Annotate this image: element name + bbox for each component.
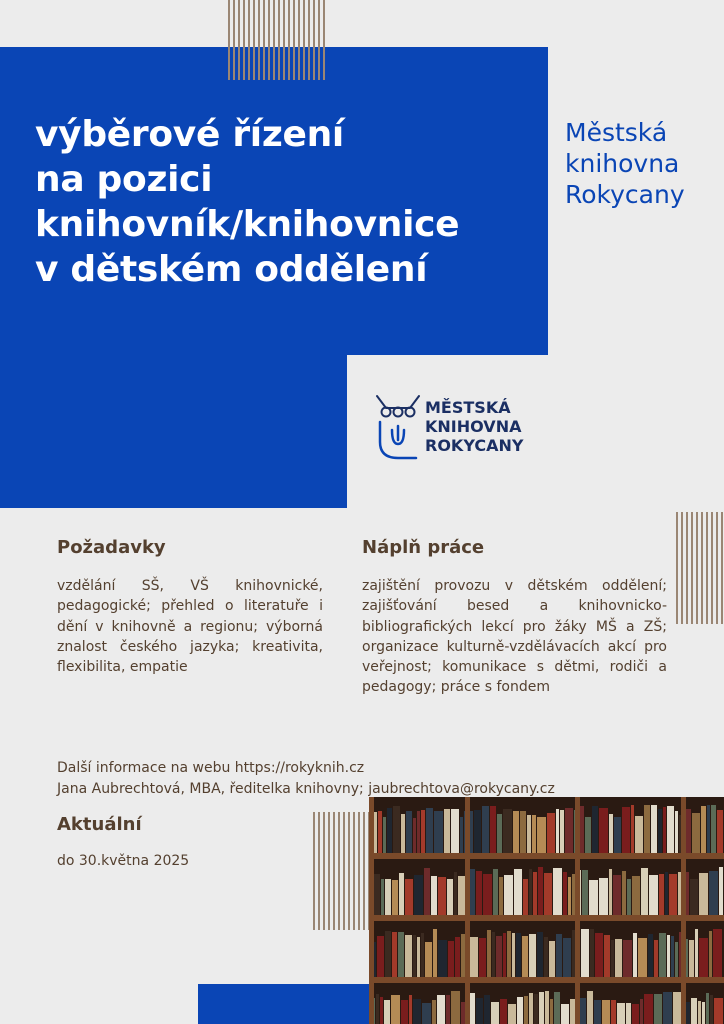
- logo-line: KNIHOVNA: [425, 417, 522, 436]
- stripe-line: [333, 812, 335, 930]
- stripe-line: [263, 0, 265, 80]
- stripe-line: [676, 512, 678, 624]
- logo-line: MĚSTSKÁ: [425, 398, 511, 417]
- owl-logo-icon: [375, 392, 421, 462]
- decorative-stripes-bottom: [313, 812, 369, 930]
- stripe-line: [303, 0, 305, 80]
- stripe-line: [721, 512, 723, 624]
- title-line: výběrové řízení: [35, 114, 344, 155]
- stripe-line: [328, 812, 330, 930]
- decorative-stripes-right: [676, 512, 724, 624]
- web-info: Další informace na webu https://rokyknih.cz: [57, 760, 365, 776]
- bookshelf-illustration: [369, 797, 724, 1024]
- stripe-line: [248, 0, 250, 80]
- contact-info: [57, 758, 555, 800]
- stripe-line: [696, 512, 698, 624]
- library-name-line: Rokycany: [565, 180, 685, 209]
- library-name-line: knihovna: [565, 149, 680, 178]
- stripe-line: [323, 812, 325, 930]
- stripe-line: [701, 512, 703, 624]
- library-name: [565, 117, 685, 210]
- page-title: [35, 112, 459, 292]
- stripe-line: [278, 0, 280, 80]
- stripe-line: [686, 512, 688, 624]
- stripe-line: [268, 0, 270, 80]
- title-line: v dětském oddělení: [35, 249, 428, 290]
- stripe-line: [288, 0, 290, 80]
- stripe-line: [273, 0, 275, 80]
- title-line: knihovník/knihovnice: [35, 204, 460, 245]
- logo-line: ROKYCANY: [425, 436, 524, 455]
- title-line: na pozici: [35, 159, 213, 200]
- stripe-line: [343, 812, 345, 930]
- requirements-text: vzdělání SŠ, VŠ knihovnické, pedagogické; přehled o literatuře i dění v knihovně a regionu; výborná znalost českého jazyka; kreativita, flexibilita, empatie: [57, 578, 323, 676]
- job-heading: Náplň práce: [362, 537, 485, 558]
- stripe-line: [358, 812, 360, 930]
- stripe-line: [318, 812, 320, 930]
- stripe-line: [298, 0, 300, 80]
- stripe-line: [243, 0, 245, 80]
- stripe-line: [233, 0, 235, 80]
- stripe-line: [363, 812, 365, 930]
- stripe-line: [706, 512, 708, 624]
- stripe-line: [716, 512, 718, 624]
- stripe-line: [711, 512, 713, 624]
- job-text: zajištění provozu v dětském oddělení; zajišťování besed a knihovnicko-bibliografických lekcí pro žáky MŠ a ZŠ; organizace kulturně-vzdělávacích akcí pro veřejnost; komunikace s dětmi, rodiči a pedagogy; práce s fondem: [362, 578, 667, 696]
- bookshelf-photo: [369, 797, 724, 1024]
- stripe-line: [308, 0, 310, 80]
- stripe-line: [283, 0, 285, 80]
- library-logo: [375, 392, 540, 462]
- stripe-line: [691, 512, 693, 624]
- stripe-line: [318, 0, 320, 80]
- stripe-line: [228, 0, 230, 80]
- deadline-date: do 30.května 2025: [57, 853, 190, 869]
- logo-wordmark: [425, 398, 523, 455]
- header-block-extension: [0, 350, 347, 508]
- deadline-heading: Aktuální: [57, 814, 142, 835]
- stripe-line: [323, 0, 325, 80]
- stripe-line: [353, 812, 355, 930]
- contact-person: Jana Aubrechtová, MBA, ředitelka knihovny; jaubrechtova@rokycany.cz: [57, 781, 555, 797]
- requirements-heading: Požadavky: [57, 537, 166, 558]
- stripe-line: [293, 0, 295, 80]
- stripe-line: [258, 0, 260, 80]
- stripe-line: [238, 0, 240, 80]
- stripe-line: [253, 0, 255, 80]
- stripe-line: [338, 812, 340, 930]
- library-name-line: Městská: [565, 118, 668, 147]
- decorative-stripes-top: [228, 0, 324, 80]
- stripe-line: [348, 812, 350, 930]
- stripe-line: [681, 512, 683, 624]
- stripe-line: [313, 0, 315, 80]
- stripe-line: [313, 812, 315, 930]
